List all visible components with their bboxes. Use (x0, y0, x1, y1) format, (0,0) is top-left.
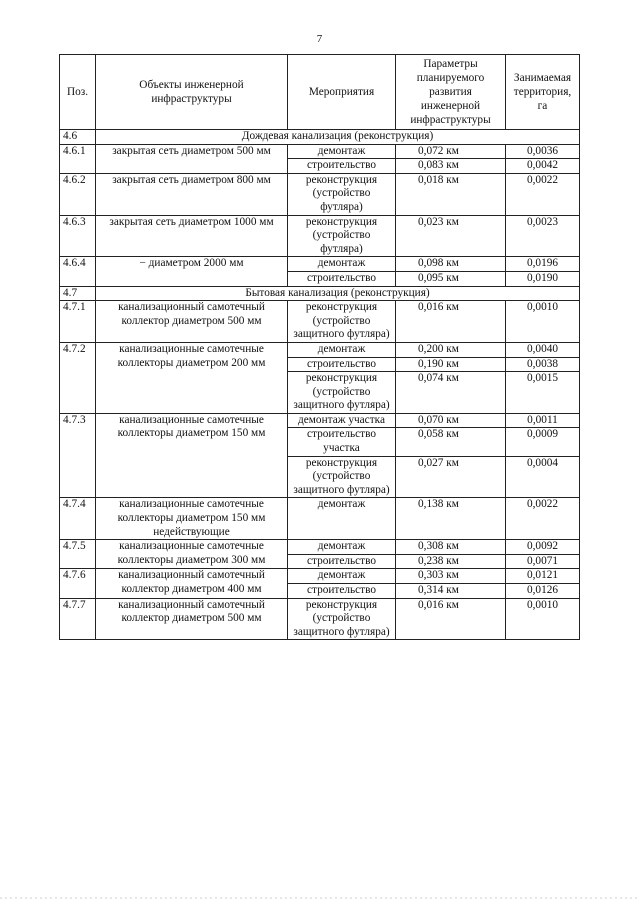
item-object: канализационные самотечные коллекторы диаметром 300 мм (96, 540, 288, 569)
item-pos: 4.7.4 (60, 498, 96, 540)
table-row (60, 173, 580, 215)
infrastructure-table (59, 54, 580, 640)
item-length: 0,072 км (396, 144, 506, 159)
table-row (60, 215, 580, 257)
item-area: 0,0010 (506, 301, 580, 343)
section-title: Дождевая канализация (реконструкция) (96, 130, 580, 145)
header-action: Мероприятия (288, 55, 396, 130)
item-length: 0,314 км (396, 584, 506, 599)
item-object: − диаметром 2000 мм (96, 257, 288, 286)
item-pos: 4.7.2 (60, 342, 96, 413)
item-pos: 4.7.7 (60, 598, 96, 640)
item-action: реконструкция (устройство защитного футляра) (288, 301, 396, 343)
header-pos: Поз. (60, 55, 96, 130)
item-object: закрытая сеть диаметром 500 мм (96, 144, 288, 173)
item-pos: 4.6.4 (60, 257, 96, 286)
item-area: 0,0071 (506, 554, 580, 569)
table-row (60, 598, 580, 640)
item-length: 0,058 км (396, 428, 506, 456)
section-pos: 4.7 (60, 286, 96, 301)
item-area: 0,0023 (506, 215, 580, 257)
item-length: 0,308 км (396, 540, 506, 555)
item-length: 0,083 км (396, 159, 506, 174)
item-length: 0,016 км (396, 301, 506, 343)
table-row (60, 413, 580, 428)
item-pos: 4.6.2 (60, 173, 96, 215)
item-object: закрытая сеть диаметром 800 мм (96, 173, 288, 215)
item-object: канализационный самотечный коллектор диаметром 400 мм (96, 569, 288, 598)
item-area: 0,0022 (506, 498, 580, 540)
item-area: 0,0036 (506, 144, 580, 159)
item-action: строительство (288, 357, 396, 372)
item-length: 0,098 км (396, 257, 506, 272)
item-area: 0,0190 (506, 271, 580, 286)
item-area: 0,0126 (506, 584, 580, 599)
table-row (60, 540, 580, 555)
item-pos: 4.7.5 (60, 540, 96, 569)
item-object: канализационные самотечные коллекторы диаметром 150 мм недействующие (96, 498, 288, 540)
item-pos: 4.6.3 (60, 215, 96, 257)
item-pos: 4.7.1 (60, 301, 96, 343)
item-area: 0,0022 (506, 173, 580, 215)
item-action: демонтаж (288, 144, 396, 159)
item-area: 0,0042 (506, 159, 580, 174)
table-row (60, 569, 580, 584)
item-object: канализационный самотечный коллектор диаметром 500 мм (96, 301, 288, 343)
item-pos: 4.7.3 (60, 413, 96, 498)
item-action: демонтаж участка (288, 413, 396, 428)
item-action: демонтаж (288, 257, 396, 272)
item-action: реконструкция (устройство защитного футляра) (288, 456, 396, 498)
section-row (60, 130, 580, 145)
header-object: Объекты инженерной инфраструктуры (96, 55, 288, 130)
item-area: 0,0015 (506, 372, 580, 414)
table-header-row (60, 55, 580, 130)
item-length: 0,138 км (396, 498, 506, 540)
item-area: 0,0092 (506, 540, 580, 555)
item-action: реконструкция (устройство защитного футляра) (288, 598, 396, 640)
header-params: Параметры планируемого развития инженерной инфраструктуры (396, 55, 506, 130)
table-row (60, 257, 580, 272)
scan-edge-mark (0, 897, 639, 899)
item-length: 0,190 км (396, 357, 506, 372)
item-action: строительство (288, 584, 396, 599)
item-area: 0,0011 (506, 413, 580, 428)
item-object: канализационные самотечные коллекторы диаметром 200 мм (96, 342, 288, 413)
item-length: 0,023 км (396, 215, 506, 257)
item-length: 0,027 км (396, 456, 506, 498)
item-area: 0,0038 (506, 357, 580, 372)
item-action: демонтаж (288, 342, 396, 357)
section-row (60, 286, 580, 301)
page-number: 7 (316, 33, 323, 45)
item-action: демонтаж (288, 540, 396, 555)
item-length: 0,070 км (396, 413, 506, 428)
item-length: 0,200 км (396, 342, 506, 357)
item-length: 0,303 км (396, 569, 506, 584)
item-area: 0,0010 (506, 598, 580, 640)
item-area: 0,0121 (506, 569, 580, 584)
item-action: демонтаж (288, 569, 396, 584)
item-action: реконструкция (устройство защитного футляра) (288, 372, 396, 414)
table-row (60, 144, 580, 159)
item-pos: 4.6.1 (60, 144, 96, 173)
item-length: 0,074 км (396, 372, 506, 414)
item-action: строительство участка (288, 428, 396, 456)
item-object: закрытая сеть диаметром 1000 мм (96, 215, 288, 257)
item-length: 0,016 км (396, 598, 506, 640)
item-action: демонтаж (288, 498, 396, 540)
item-length: 0,095 км (396, 271, 506, 286)
table-row (60, 498, 580, 540)
item-action: реконструкция (устройство футляра) (288, 173, 396, 215)
section-pos: 4.6 (60, 130, 96, 145)
item-object: канализационный самотечный коллектор диаметром 500 мм (96, 598, 288, 640)
item-action: строительство (288, 271, 396, 286)
item-action: строительство (288, 554, 396, 569)
table-row (60, 342, 580, 357)
item-area: 0,0040 (506, 342, 580, 357)
header-area: Занимаемая территория, га (506, 55, 580, 130)
table-row (60, 301, 580, 343)
section-title: Бытовая канализация (реконструкция) (96, 286, 580, 301)
item-length: 0,018 км (396, 173, 506, 215)
item-pos: 4.7.6 (60, 569, 96, 598)
item-action: строительство (288, 159, 396, 174)
item-area: 0,0196 (506, 257, 580, 272)
item-area: 0,0009 (506, 428, 580, 456)
item-area: 0,0004 (506, 456, 580, 498)
item-object: канализационные самотечные коллекторы диаметром 150 мм (96, 413, 288, 498)
item-action: реконструкция (устройство футляра) (288, 215, 396, 257)
item-length: 0,238 км (396, 554, 506, 569)
table-body (60, 130, 580, 640)
